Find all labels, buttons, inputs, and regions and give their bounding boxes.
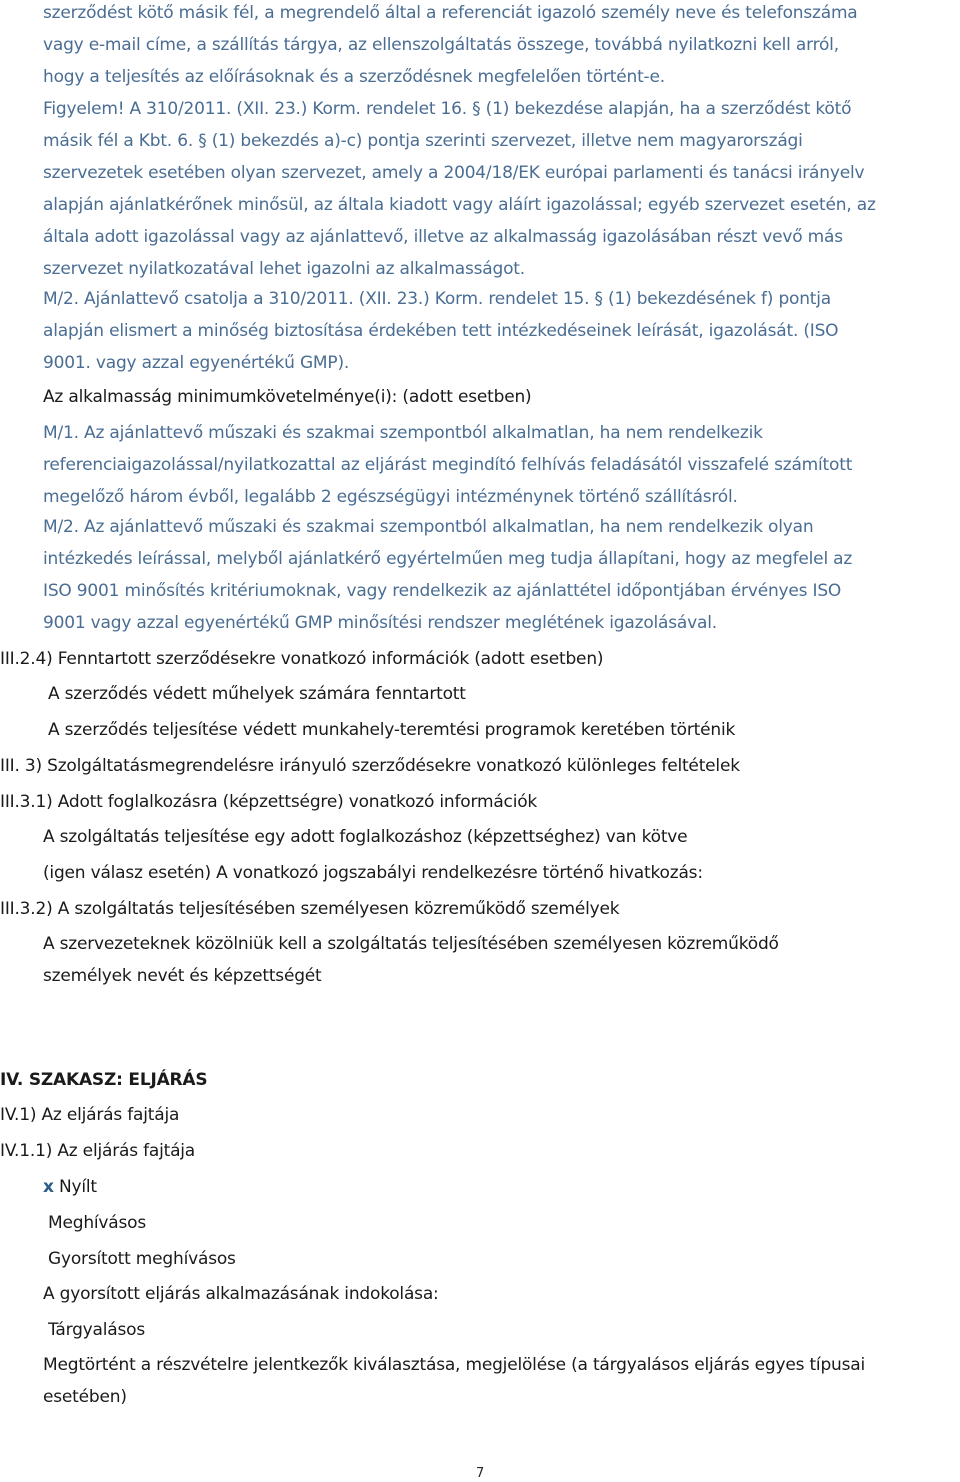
text-line: személyek nevét és képzettségét: [43, 966, 322, 986]
subsection-heading: IV.1) Az eljárás fajtája: [0, 1105, 180, 1125]
text-line: referenciaigazolással/nyilatkozattal az eljárást megindító felhívás feladásától visszafelé számított: [43, 455, 853, 475]
section-heading: III.2.4) Fenntartott szerződésekre vonatkozó információk (adott esetben): [0, 649, 604, 669]
text-line: (igen válasz esetén) A vonatkozó jogszabályi rendelkezésre történő hivatkozás:: [43, 863, 703, 883]
text-line: A szolgáltatás teljesítése egy adott foglalkozáshoz (képzettséghez) van kötve: [43, 827, 688, 847]
text-line: M/2. Az ajánlattevő műszaki és szakmai szempontból alkalmatlan, ha nem rendelkezik olyan: [43, 517, 814, 537]
text-line: általa adott igazolással vagy az ajánlattevő, illetve az alkalmasság igazolásában részt vevő más: [43, 227, 843, 247]
text-line: alapján elismert a minőség biztosítása érdekében tett intézkedéseinek leírását, igazolását. (ISO: [43, 321, 839, 341]
min-requirements-heading: Az alkalmasság minimumkövetelménye(i): (adott esetben): [43, 387, 532, 407]
option-label: Nyílt: [58, 1177, 97, 1197]
text-line: 9001. vagy azzal egyenértékű GMP).: [43, 353, 350, 373]
procedure-option-open: [43, 1176, 97, 1198]
section-heading: III.3.1) Adott foglalkozásra (képzettségre) vonatkozó információk: [0, 792, 538, 812]
section-heading: III. 3) Szolgáltatásmegrendelésre irányuló szerződésekre vonatkozó különleges feltételek: [0, 756, 740, 776]
text-line: esetében): [43, 1387, 127, 1407]
text-line: ISO 9001 minősítés kritériumoknak, vagy rendelkezik az ajánlattétel időpontjában érvényes ISO: [43, 581, 842, 601]
section-iv-heading: IV. SZAKASZ: ELJÁRÁS: [0, 1070, 208, 1090]
accelerated-reason-label: A gyorsított eljárás alkalmazásának indokolása:: [43, 1284, 439, 1304]
text-line: vagy e-mail címe, a szállítás tárgya, az ellenszolgáltatás összege, továbbá nyilatkozni kell arról,: [43, 35, 839, 55]
text-line: hogy a teljesítés az előírásoknak és a szerződésnek megfelelően történt-e.: [43, 67, 665, 87]
procedure-option-negotiated: Tárgyalásos: [48, 1320, 146, 1340]
text-line: A szervezeteknek közölniük kell a szolgáltatás teljesítésében személyesen közreműködő: [43, 934, 779, 954]
page-number: 7: [475, 1466, 485, 1481]
text-line: 9001 vagy azzal egyenértékű GMP minősítési rendszer meglétének igazolásával.: [43, 613, 717, 633]
section-heading: III.3.2) A szolgáltatás teljesítésében személyesen közreműködő személyek: [0, 899, 620, 919]
text-line: szervezetek esetében olyan szervezet, amely a 2004/18/EK európai parlamenti és tanácsi irányelv: [43, 163, 865, 183]
text-line: M/2. Ajánlattevő csatolja a 310/2011. (XII. 23.) Korm. rendelet 15. § (1) bekezdésének f) pontja: [43, 289, 832, 309]
text-line: intézkedés leírással, melyből ajánlatkérő egyértelműen meg tudja állapítani, hogy az megfelel az: [43, 549, 853, 569]
text-line: Megtörtént a részvételre jelentkezők kiválasztása, megjelölése (a tárgyalásos eljárás egyes típusai: [43, 1355, 866, 1375]
text-line: szervezet nyilatkozatával lehet igazolni az alkalmasságot.: [43, 259, 525, 279]
text-line: megelőző három évből, legalább 2 egészségügyi intézménynek történő szállításról.: [43, 487, 738, 507]
text-line: szerződést kötő másik fél, a megrendelő által a referenciát igazoló személy neve és telefonszáma: [43, 3, 858, 23]
text-line: Figyelem! A 310/2011. (XII. 23.) Korm. rendelet 16. § (1) bekezdése alapján, ha a szerződést kötő: [43, 99, 852, 119]
text-line: M/1. Az ajánlattevő műszaki és szakmai szempontból alkalmatlan, ha nem rendelkezik: [43, 423, 763, 443]
text-line: másik fél a Kbt. 6. § (1) bekezdés a)-c) pontja szerinti szervezet, illetve nem magyarországi: [43, 131, 803, 151]
procedure-option-accelerated: Gyorsított meghívásos: [48, 1249, 236, 1269]
text-line: alapján ajánlatkérőnek minősül, az általa kiadott vagy aláírt igazolással; egyéb szervezet esetén, az: [43, 195, 876, 215]
procedure-option-restricted: Meghívásos: [48, 1213, 147, 1233]
option-reserved-workshops: A szerződés védett műhelyek számára fenntartott: [48, 684, 466, 704]
check-mark-icon: x: [43, 1177, 54, 1197]
option-reserved-programmes: A szerződés teljesítése védett munkahely-teremtési programok keretében történik: [48, 720, 736, 740]
subsection-heading: IV.1.1) Az eljárás fajtája: [0, 1141, 196, 1161]
